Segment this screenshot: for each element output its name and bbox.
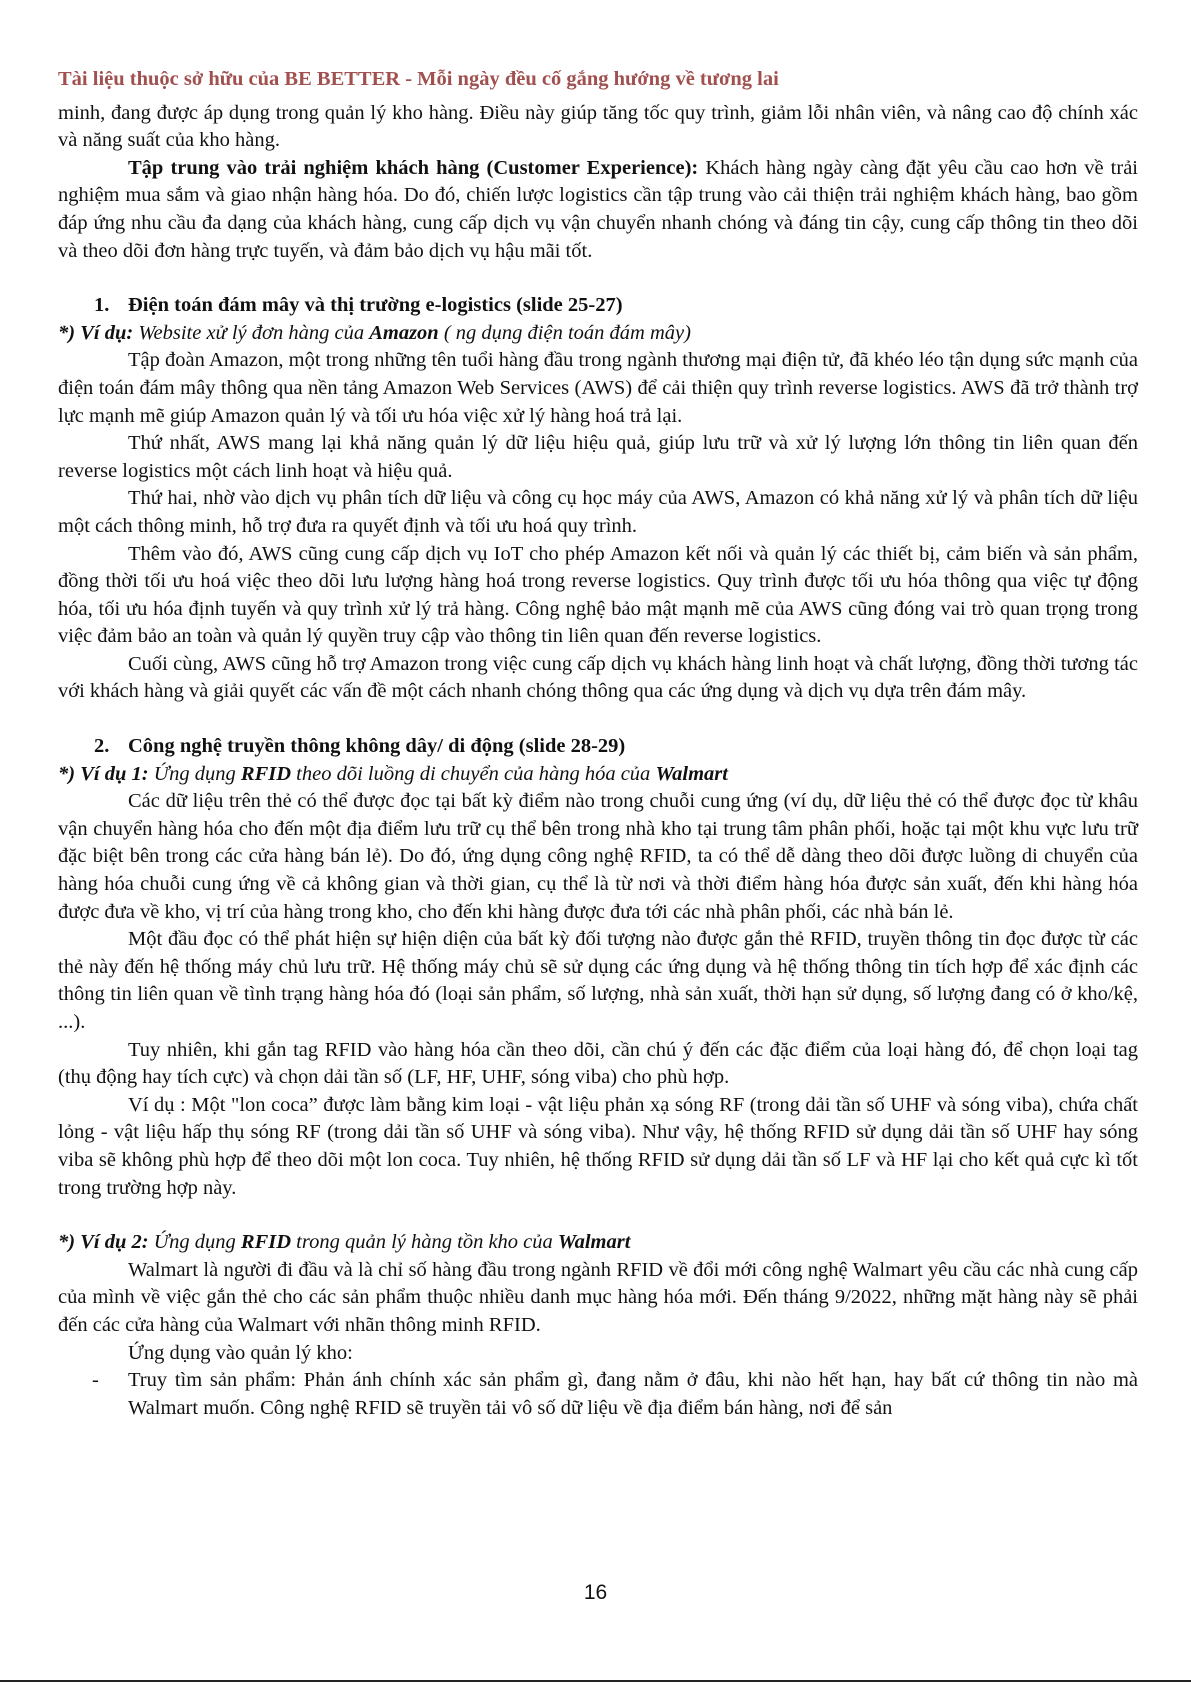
section-1-title: Điện toán đám mây và thị trường e-logistics (slide 25-27) <box>128 294 623 317</box>
page-header: Tài liệu thuộc sở hữu của BE BETTER - Mỗi ngày đều cố gắng hướng về tương lai <box>58 68 779 90</box>
bullet-dash: - <box>92 1369 99 1392</box>
example-brand: Walmart <box>655 762 728 785</box>
paragraph: Tập đoàn Amazon, một trong những tên tuổi hàng đầu trong ngành thương mại điện tử, đã khéo léo tận dụng sức mạnh của điện toán đám mây thông qua nền tảng Amazon Web Services (AWS) để cải thiện quy trình reverse logistics. AWS đã trở thành trợ lực mạnh mẽ giúp Amazon quản lý và tối ưu hóa việc xử lý hàng hoá trả lại. <box>58 349 1138 427</box>
example-suffix: ( ng dụng điện toán đám mây) <box>438 321 691 344</box>
section-1-number: 1. <box>94 294 110 317</box>
paragraph: Tuy nhiên, khi gắn tag RFID vào hàng hóa cần theo dõi, cần chú ý đến các đặc điểm của loại hàng đó, để chọn loại tag (thụ động hay tích cực) và chọn dải tần số (LF, HF, UHF, sóng viba) cho phù hợp. <box>58 1038 1138 1089</box>
section-2-example-2 <box>58 1229 1138 1257</box>
section-1-example <box>58 320 1138 348</box>
customer-experience-heading: Tập trung vào trải nghiệm khách hàng (Customer Experience): <box>128 156 699 179</box>
paragraph: Walmart là người đi đầu và là chỉ số hàng đầu trong ngành RFID về đổi mới công nghệ Walmart yêu cầu các nhà cung cấp của mình về việc gắn thẻ cho các sản phẩm thuộc nhiều danh mục hàng hóa mới. Đến tháng 9/2022, những mặt hàng này sẽ phải đến các cửa hàng của Walmart với nhãn thông minh RFID. <box>58 1258 1138 1336</box>
section-2-heading <box>58 733 1138 761</box>
paragraph: Cuối cùng, AWS cũng hỗ trợ Amazon trong việc cung cấp dịch vụ khách hàng linh hoạt và chất lượng, đồng thời tương tác với khách hàng và giải quyết các vấn đề một cách nhanh chóng thông qua các ứng dụng và dịch vụ dựa trên đám mây. <box>58 652 1138 703</box>
paragraph: Ví dụ : Một "lon coca” được làm bằng kim loại - vật liệu phản xạ sóng RF (trong dải tần số UHF và sóng viba), chứa chất lỏng - vật liệu hấp thụ sóng RF (trong dải tần số UHF và sóng viba). Như vậy, hệ thống RFID sử dụng dải tần số UHF hay sóng viba sẽ không phù hợp để theo dõi một lon coca. Tuy nhiên, hệ thống RFID sử dụng dải tần số LF và HF lại cho kết quả cực kì tốt trong trường hợp này. <box>58 1093 1138 1199</box>
document-page <box>58 66 1138 1422</box>
paragraph: Các dữ liệu trên thẻ có thể được đọc tại bất kỳ điểm nào trong chuỗi cung ứng (ví dụ, dữ liệu thẻ có thể được đọc từ khâu vận chuyển hàng hóa cho đến một địa điểm lưu trữ cụ thể bên trong nhà kho tại trung tâm phân phối, hoặc tại một khu vực lưu trữ đặc biệt bên trong các cửa hàng bán lẻ). Do đó, ứng dụng công nghệ RFID, ta có thể dễ dàng theo dõi được luồng di chuyển của hàng hóa chuỗi cung ứng về cả không gian và thời gian, cụ thể là từ nơi và thời điểm hàng hóa được sản xuất, đến khi hàng hóa được đưa về kho, vị trí của hàng trong kho, cho đến khi hàng được đưa tới các nhà phân phối, các nhà bán lẻ. <box>58 790 1138 923</box>
paragraph: Thêm vào đó, AWS cũng cung cấp dịch vụ IoT cho phép Amazon kết nối và quản lý các thiết bị, cảm biến và sản phẩm, đồng thời tối ưu hoá việc theo dõi lưu lượng hàng hoá trong reverse logistics. Quy trình được tối ưu hóa thông qua việc tự động hóa, tối ưu hóa định tuyến và quy trình xử lý trả hàng. Công nghệ bảo mật mạnh mẽ của AWS cũng đóng vai trò quan trọng trong việc đảm bảo an toàn và quản lý quyền truy cập vào thông tin liên quan đến reverse logistics. <box>58 542 1138 648</box>
example-rfid: RFID <box>240 762 292 785</box>
section-2-example-1 <box>58 761 1138 789</box>
example-text: Ứng dụng <box>148 762 241 785</box>
example-brand: Walmart <box>557 1231 631 1254</box>
paragraph: Ứng dụng vào quản lý kho: <box>128 1341 353 1364</box>
section-2-number: 2. <box>94 735 110 758</box>
list-item <box>58 1367 1138 1422</box>
paragraph: Thứ nhất, AWS mang lại khả năng quản lý dữ liệu hiệu quả, giúp lưu trữ và xử lý lượng lớn thông tin liên quan đến reverse logistics một cách linh hoạt và hiệu quả. <box>58 432 1138 482</box>
section-2-title: Công nghệ truyền thông không dây/ di động (slide 28-29) <box>128 735 626 758</box>
example-brand: Amazon <box>369 321 439 344</box>
section-1-heading <box>58 292 1138 320</box>
example-label: *) Ví dụ 2: <box>58 1231 149 1254</box>
customer-experience-paragraph <box>58 155 1138 265</box>
page-bottom-rule <box>0 1680 1191 1682</box>
page-number: 16 <box>583 1581 608 1604</box>
paragraph: Thứ hai, nhờ vào dịch vụ phân tích dữ liệu và công cụ học máy của AWS, Amazon có khả năng xử lý và phân tích dữ liệu một cách thông minh, hỗ trợ đưa ra quyết định và tối ưu hoá quy trình. <box>58 487 1138 537</box>
example-rfid: RFID <box>240 1231 292 1254</box>
example-text: Website xử lý đơn hàng của <box>133 321 370 344</box>
customer-experience-text: Khách hàng ngày càng đặt yêu cầu cao hơn về trải nghiệm mua sắm và giao nhận hàng hóa. Do đó, chiến lược logistics cần tập trung vào cải thiện trải nghiệm khách hàng, bao gồm đáp ứng nhu cầu đa dạng của khách hàng, cung cấp dịch vụ vận chuyển nhanh chóng và đáng tin cậy, cung cấp thông tin theo dõi và theo dõi đơn hàng trực tuyến, và đảm bảo dịch vụ hậu mãi tốt. <box>58 156 1138 262</box>
bullet-text: Truy tìm sản phẩm: Phản ánh chính xác sản phẩm gì, đang nằm ở đâu, khi nào hết hạn, hay bất cứ thông tin nào mà Walmart muốn. Công nghệ RFID sẽ truyền tải vô số dữ liệu về địa điểm bán hàng, nơi để sản <box>128 1369 1138 1419</box>
example-label: *) Ví dụ: <box>58 321 134 344</box>
intro-continuation: minh, đang được áp dụng trong quản lý kho hàng. Điều này giúp tăng tốc quy trình, giảm lỗi nhân viên, và nâng cao độ chính xác và năng suất của kho hàng. <box>58 101 1138 152</box>
example-text: trong quản lý hàng tồn kho của <box>291 1231 558 1254</box>
paragraph: Một đầu đọc có thể phát hiện sự hiện diện của bất kỳ đối tượng nào được gắn thẻ RFID, truyền thông tin đọc được từ các thẻ này đến hệ thống máy chủ lưu trữ. Hệ thống máy chủ sẽ sử dụng các ứng dụng và hệ thống thông tin tích hợp để xác định các thông tin liên quan về tình trạng hàng hóa đó (loại sản phẩm, số lượng, nhà sản xuất, thời hạn sử dụng, số lượng đang có ở kho/kệ, ...). <box>58 928 1138 1033</box>
example-label: *) Ví dụ 1: <box>58 762 149 785</box>
example-text: Ứng dụng <box>148 1231 241 1254</box>
example-text: theo dõi luồng di chuyển của hàng hóa của <box>291 762 656 785</box>
